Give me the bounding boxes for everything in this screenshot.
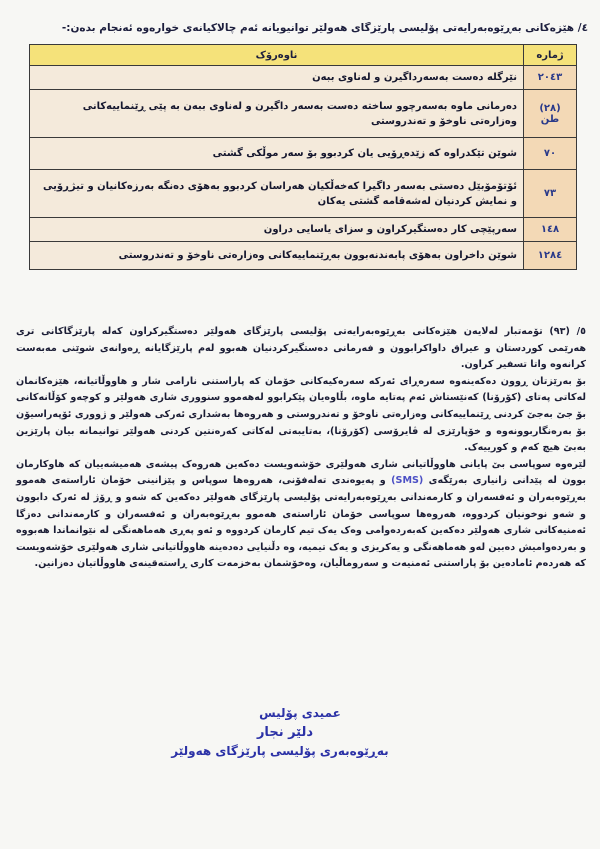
row-text: دەرمانی ماوە بەسەرچوو ساختە دەست بەسەر داگیرن و لەناوی ببەن بە پێی ڕێنماییەکانی وەزارەتی ناوخۆ و تەندروستی xyxy=(30,90,524,138)
paragraph-text: لێرەوە سوپاسی بێ پایانی هاووڵاتیانی شاری هەولێری خۆشەویست دەکەین هەروەک پیشەی هەمیشەییان کە هاوکارمان بوون لە پێدانی زانیاری بەرێگەی xyxy=(16,458,587,487)
header-number: ژمارە xyxy=(524,45,577,66)
paragraph-text: و پەیوەندی تەلەفۆنی، هەروەها سوپاس و پێزانینی خۆمان ئاراستەی هەموو بەڕێوەبەران و ئەفسەران و کارمەندانی بەڕێوەبەرایەتی پۆلیسی پارێزگای هەولێر دەکەین کە شەو و ڕۆژ لە ئەرک دابوون و شەو نوخونیان کردووە، هەروەها سوپاسی خۆمان ئاراستەی هەموو بەڕێوەبەران و ئەفسەران و کارمەندانی دەزگا ئەمنیەکانی شاری هەولێر دەکەین کەبەردەوامی وەک یەک تیم کارمان کردووە و ئەو پەڕی هەماهەنگی لە نێوانماندا هەبووە و بەردەوامیش دەبین لەو هەماهەنگی و یەکریزی و یەک تیمیە، وە دڵنیایی دەدەینە هاووڵاتیانی شاری هەولێری خۆشەویست کە هەردەم ئامادەین بۆ پاراستنی ئەمنیەت و سەروماڵیان، وەخۆشمان بەخزمەت کاری ڕاستەقینەی هاووڵاتیان دەزانین. xyxy=(16,475,586,570)
row-number: ٧٠ xyxy=(524,138,577,170)
signatory-rank: عمیدی پۆلیس xyxy=(259,706,341,720)
row-number: ٧٣ xyxy=(524,170,577,218)
section-heading: ٤/ هێزەکانی بەڕێوەبەرایەتی پۆلیسی پارێزگای هەولێر توانیویانە ئەم چالاکیانەی خوارەوە ئەنجام بدەن:- xyxy=(61,22,588,34)
sms-text: (SMS) xyxy=(391,475,424,487)
table-row xyxy=(30,242,577,270)
row-text: شوێن داخراون بەهۆی پابەندنەبوون بەڕێنماییەکانی وەزارەتی ناوخۆ و تەندروستی xyxy=(30,242,524,270)
signature-block xyxy=(150,706,410,758)
row-number: ١٢٨٤ xyxy=(524,242,577,270)
row-number: ٢٠٤٣ xyxy=(524,66,577,90)
row-number: (٢٨) طن xyxy=(524,90,577,138)
statistics-table xyxy=(29,44,577,270)
table-row xyxy=(30,90,577,138)
row-text: سەرپێچی کار دەستگیرکراون و سزای یاسایی دراون xyxy=(30,218,524,242)
table-row xyxy=(30,138,577,170)
table-row xyxy=(30,218,577,242)
body-text xyxy=(16,324,586,573)
header-type: ناوەرۆک xyxy=(30,45,524,66)
paragraph-arrests xyxy=(16,324,586,374)
paragraph-thanks xyxy=(16,457,586,573)
row-text: نێرگلە دەست بەسەرداگیرن و لەناوی ببەن xyxy=(30,66,524,90)
row-text: شوێن تێکدراوە کە زێدەڕۆیی یان کردبوو بۆ سەر موڵکی گشتی xyxy=(30,138,524,170)
paragraph-text: ٥/ (٩٣) تۆمەتبار لەلایەن هێزەکانی بەڕێوەبەرایەتی پۆلیسی پارێزگای هەولێر دەستگیرکراون کەلە پارێزگاکانی تری هەرێمی کوردستان و عیراق داواکرابوون و فەرمانی دەستگیرکردنیان هەبوو لەم پارێزگایانە ڕەوانەی شوێنی مەبەست کرانەوە واتا تسفیر کراون. xyxy=(16,326,586,371)
table-row xyxy=(30,170,577,218)
table-header-row xyxy=(30,45,577,66)
row-number: ١٤٨ xyxy=(524,218,577,242)
table-row xyxy=(30,66,577,90)
signatory-position: بەڕێوەبەری پۆلیسی پارێزگای هەولێر xyxy=(171,744,389,758)
paragraph-corona xyxy=(16,374,586,457)
paragraph-text: بۆ بەرێزتان ڕوون دەکەینەوە سەرەڕای ئەرکە سەرەکیەکانی خۆمان کە پاراستنی نارامی شار و هاووڵاتیانە، هێزەکانمان لەکاتی پەتای (کۆرۆنا) کەنێستاش ئەم پەتایە ماوە، بڵاوەیان پێکرابوو لەهەموو سنووری شاری هەولێر و کوچەو کۆڵانەکانی بۆ جێ بەجێ کردنی ڕێنماییەکانی وەزارەتی ناوخۆ و تەندروستی و هەروەها بەشداری ئەرکی هەولێر و ژووری ئۆپەراسیۆن بۆ بەرەنگاربوونەوە و خۆپارێزی لە ڤایرۆسی (کۆرۆنا)، بەتایبەتی لەکاتی کەرەنتین کردنی هەولێر توانیمانە بیان پارێزین بەبێ هیچ کەم و کورییەک. xyxy=(16,375,586,454)
signatory-name: دلێر نجار xyxy=(256,725,314,740)
row-text: ئۆتۆمۆبێل دەستی بەسەر داگیرا کەخەڵکیان هەراسان کردبوو بەهۆی دەنگە بەرزەکانیان و تیژڕۆیی و نمایش کردنیان لەشەقامە گشتی یەکان xyxy=(30,170,524,218)
